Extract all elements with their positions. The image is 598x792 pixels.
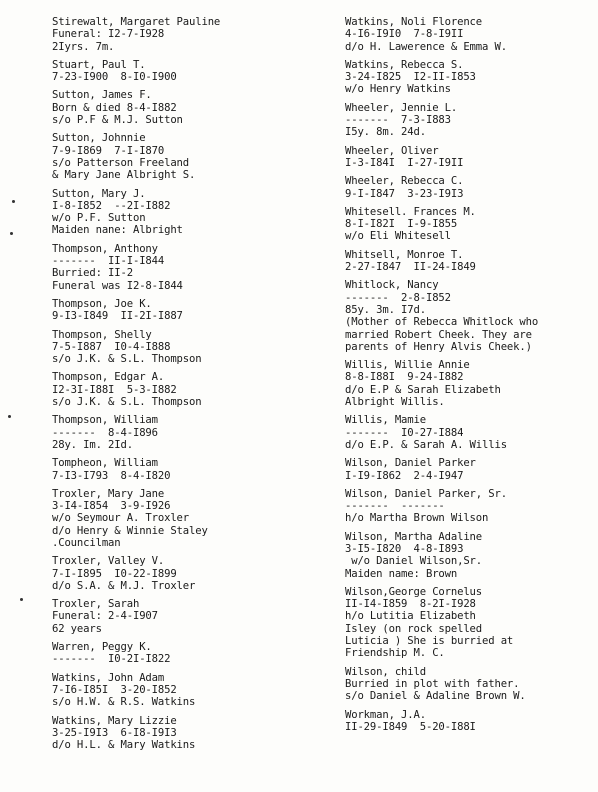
- record-entry: [52, 188, 332, 237]
- record-detail: I5y. 8m. 24d.: [345, 126, 426, 139]
- record-name: Wheeler, Rebecca C.: [345, 175, 464, 188]
- record-detail: ------- 7-3-I883: [345, 114, 451, 127]
- record-name: Wilson, child: [345, 665, 426, 678]
- record-entry: [345, 279, 595, 353]
- record-detail: 85y. 3m. I7d.: [345, 303, 426, 316]
- record-detail: s/o J.K. & S.L. Thompson: [52, 396, 202, 409]
- right-column: [345, 16, 595, 733]
- record-detail: parents of Henry Alvis Cheek.): [345, 340, 532, 353]
- record-entry: [345, 457, 595, 482]
- record-detail: 4-I6-I9I0 7-8-I9II: [345, 28, 464, 41]
- record-entry: [345, 16, 595, 53]
- record-name: Thompson, William: [52, 414, 158, 427]
- record-entry: [52, 555, 332, 592]
- record-detail: w/o Daniel Wilson,Sr.: [345, 555, 483, 568]
- record-detail: d/o Henry & Winnie Staley: [52, 524, 208, 537]
- record-detail: (Mother of Rebecca Whitlock who: [345, 316, 539, 329]
- record-entry: [52, 89, 332, 126]
- record-detail: d/o H.L. & Mary Watkins: [52, 739, 196, 752]
- left-column: [52, 16, 332, 751]
- record-name: Sutton, James F.: [52, 89, 152, 102]
- record-entry: [345, 102, 595, 139]
- record-detail: w/o Henry Watkins: [345, 83, 451, 96]
- record-entry: [52, 243, 332, 292]
- record-detail: I2-3I-I88I 5-3-I882: [52, 383, 177, 396]
- record-detail: Burried: II-2: [52, 267, 133, 280]
- record-detail: & Mary Jane Albright S.: [52, 169, 196, 182]
- record-name: Stirewalt, Margaret Pauline: [52, 16, 221, 28]
- record-name: Wilson, Martha Adaline: [345, 530, 483, 543]
- record-detail: 3-I5-I820 4-8-I893: [345, 542, 464, 555]
- record-name: Sutton, Mary J.: [52, 187, 146, 200]
- record-entry: [52, 371, 332, 408]
- record-detail: d/o E.P & Sarah Elizabeth: [345, 383, 501, 396]
- record-detail: ------- 8-4-I896: [52, 426, 158, 439]
- record-detail: I-3-I84I I-27-I9II: [345, 156, 464, 169]
- record-detail: Funeral was I2-8-I844: [52, 279, 183, 292]
- record-detail: Friendship M. C.: [345, 647, 445, 660]
- record-name: Wilson,George Cornelus: [345, 585, 483, 598]
- record-detail: d/o E.P. & Sarah A. Willis: [345, 438, 507, 451]
- record-detail: 2Iyrs. 7m.: [52, 40, 115, 53]
- record-name: Whitesell. Frances M.: [345, 205, 476, 218]
- record-entry: [52, 488, 332, 549]
- scan-speck: [12, 200, 15, 203]
- record-entry: [345, 586, 595, 660]
- record-entry: [52, 672, 332, 709]
- record-detail: 3-24-I825 I2-II-I853: [345, 71, 476, 84]
- record-name: Wilson, Daniel Parker, Sr.: [345, 487, 507, 500]
- record-name: Troxler, Valley V.: [52, 555, 165, 568]
- record-detail: 62 years: [52, 622, 102, 635]
- record-detail: w/o Eli Whitesell: [345, 230, 451, 243]
- record-detail: 7-5-I887 I0-4-I888: [52, 340, 171, 353]
- record-detail: 3-I4-I854 3-9-I926: [52, 500, 171, 513]
- record-detail: 9-I-I847 3-23-I9I3: [345, 187, 464, 200]
- record-name: Troxler, Mary Jane: [52, 487, 165, 500]
- scan-speck: [10, 232, 13, 235]
- record-detail: 7-I6-I85I 3-20-I852: [52, 683, 177, 696]
- record-detail: Funeral: I2-7-I928: [52, 28, 165, 41]
- record-detail: ------- I0-27-I884: [345, 426, 464, 439]
- record-detail: II-29-I849 5-20-I88I: [345, 720, 476, 733]
- record-entry: [345, 709, 595, 734]
- record-detail: Isley (on rock spelled: [345, 622, 483, 635]
- record-name: Willis, Willie Annie: [345, 359, 470, 372]
- record-detail: w/o P.F. Sutton: [52, 212, 146, 225]
- record-entry: [52, 329, 332, 366]
- record-entry: [345, 359, 595, 408]
- record-detail: I-I9-I862 2-4-I947: [345, 469, 464, 482]
- record-detail: 7-I-I895 I0-22-I899: [52, 567, 177, 580]
- record-detail: 3-25-I9I3 6-I8-I9I3: [52, 726, 177, 739]
- record-detail: Funeral: 2-4-I907: [52, 610, 158, 623]
- record-entry: [52, 132, 332, 181]
- record-name: Whitsell, Monroe T.: [345, 248, 464, 261]
- record-detail: ------- II-I-I844: [52, 255, 165, 268]
- record-name: Warren, Peggy K.: [52, 641, 152, 654]
- record-detail: h/o Martha Brown Wilson: [345, 512, 489, 525]
- record-name: Thompson, Joe K.: [52, 297, 152, 310]
- record-entry: [52, 298, 332, 323]
- record-name: Thompson, Anthony: [52, 242, 158, 255]
- record-entry: [345, 206, 595, 243]
- record-detail: .Councilman: [52, 536, 121, 549]
- record-detail: 7-23-I900 8-I0-I900: [52, 71, 177, 84]
- record-entry: [52, 59, 332, 84]
- record-detail: 28y. Im. 2Id.: [52, 438, 133, 451]
- record-name: Wheeler, Jennie L.: [345, 101, 458, 114]
- record-name: Watkins, John Adam: [52, 671, 165, 684]
- record-name: Tompheon, William: [52, 457, 158, 470]
- record-detail: Maiden name: Brown: [345, 567, 458, 580]
- record-name: Thompson, Shelly: [52, 328, 152, 341]
- scan-speck: [20, 598, 23, 601]
- record-name: Watkins, Mary Lizzie: [52, 714, 177, 727]
- record-name: Willis, Mamie: [345, 414, 426, 427]
- record-name: Watkins, Noli Florence: [345, 16, 483, 28]
- record-detail: s/o P.F & M.J. Sutton: [52, 114, 183, 127]
- record-detail: Albright Willis.: [345, 396, 445, 409]
- record-detail: d/o H. Lawerence & Emma W.: [345, 40, 507, 53]
- record-detail: Born & died 8-4-I882: [52, 101, 177, 114]
- record-name: Troxler, Sarah: [52, 598, 140, 611]
- record-detail: married Robert Cheek. They are: [345, 328, 532, 341]
- record-detail: s/o H.W. & R.S. Watkins: [52, 696, 196, 709]
- record-entry: [52, 641, 332, 666]
- record-name: Watkins, Rebecca S.: [345, 58, 464, 71]
- scan-speck: [8, 415, 11, 418]
- record-entry: [345, 59, 595, 96]
- record-detail: 2-27-I847 II-24-I849: [345, 261, 476, 274]
- record-detail: d/o S.A. & M.J. Troxler: [52, 579, 196, 592]
- record-entry: [345, 414, 595, 451]
- record-entry: [52, 457, 332, 482]
- record-detail: s/o J.K. & S.L. Thompson: [52, 353, 202, 366]
- record-name: Sutton, Johnnie: [52, 132, 146, 145]
- record-detail: 8-I-I82I I-9-I855: [345, 218, 458, 231]
- record-detail: ------- 2-8-I852: [345, 291, 451, 304]
- record-name: Thompson, Edgar A.: [52, 371, 165, 384]
- record-detail: ------- -------: [345, 500, 445, 513]
- record-entry: [345, 531, 595, 580]
- record-detail: 7-I3-I793 8-4-I820: [52, 469, 171, 482]
- record-detail: I-8-I852 --2I-I882: [52, 199, 171, 212]
- record-entry: [345, 175, 595, 200]
- record-detail: II-I4-I859 8-2I-I928: [345, 598, 476, 611]
- record-entry: [52, 414, 332, 451]
- record-entry: [345, 666, 595, 703]
- record-detail: s/o Daniel & Adaline Brown W.: [345, 690, 526, 703]
- record-detail: Maiden nane: Albright: [52, 224, 183, 237]
- record-entry: [345, 145, 595, 170]
- record-name: Workman, J.A.: [345, 708, 426, 721]
- record-detail: 9-I3-I849 II-2I-I887: [52, 310, 183, 323]
- record-name: Wheeler, Oliver: [345, 144, 439, 157]
- record-detail: h/o Lutitia Elizabeth: [345, 610, 476, 623]
- record-entry: [52, 715, 332, 752]
- record-detail: s/o Patterson Freeland: [52, 156, 190, 169]
- record-entry: [345, 249, 595, 274]
- record-name: Stuart, Paul T.: [52, 58, 146, 71]
- record-entry: [345, 488, 595, 525]
- record-detail: 7-9-I869 7-I-I870: [52, 144, 165, 157]
- record-detail: 8-8-I88I 9-24-I882: [345, 371, 464, 384]
- record-detail: Luticia ) She is burried at: [345, 635, 514, 648]
- record-detail: ------- I0-2I-I822: [52, 653, 171, 666]
- record-entry: [52, 16, 332, 53]
- record-detail: w/o Seymour A. Troxler: [52, 512, 190, 525]
- record-name: Whitlock, Nancy: [345, 279, 439, 292]
- record-entry: [52, 598, 332, 635]
- record-name: Wilson, Daniel Parker: [345, 457, 476, 470]
- record-detail: Burried in plot with father.: [345, 677, 520, 690]
